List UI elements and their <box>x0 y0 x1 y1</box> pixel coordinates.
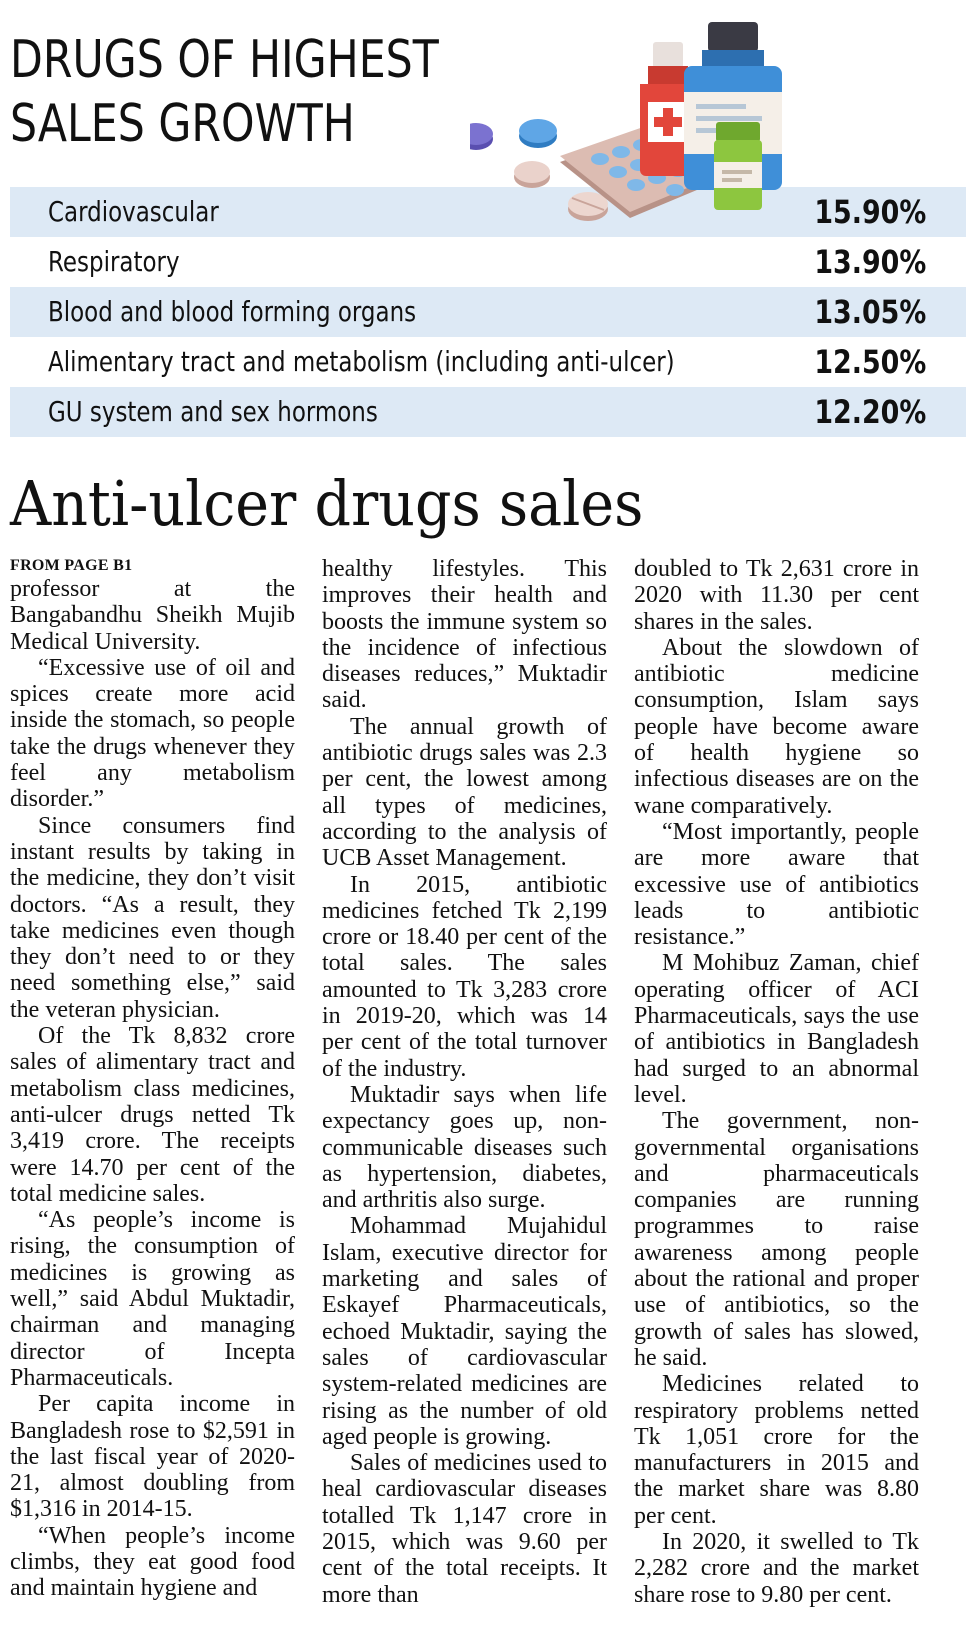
paragraph: The annual growth of antibiotic drugs sales was 2.3 per cent, the lowest among all types of medicines, according to the analysis of UCB Asset Management. <box>322 713 607 872</box>
infographic-title-line-2: SALES GROWTH <box>10 94 355 154</box>
paragraph: “Most importantly, people are more aware that excessive use of antibiotics leads to antibiotic resistance.” <box>634 818 919 951</box>
growth-row-label: Alimentary tract and metabolism (including anti-ulcer) <box>48 345 675 378</box>
growth-row-gu-system <box>10 387 966 437</box>
growth-row-value: 12.20% <box>814 393 926 431</box>
infographic-title-line-1: DRUGS OF HIGHEST <box>10 30 439 90</box>
growth-row-value: 13.05% <box>814 293 926 331</box>
pill-icon <box>470 123 493 150</box>
paragraph: Of the Tk 8,832 crore sales of alimentary tract and metabolism class medicines, anti-ulcer drugs netted Tk 3,419 crore. The receipts were 14.70 per cent of the total medicine sales. <box>10 1023 295 1207</box>
paragraph: In 2020, it swelled to Tk 2,282 crore and the market share rose to 9.80 per cent. <box>634 1528 919 1608</box>
pill-icon <box>514 161 550 188</box>
growth-row-value: 13.90% <box>814 243 926 281</box>
paragraph: In 2015, antibiotic medicines fetched Tk 2,199 crore or 18.40 per cent of the total sales. The sales amounted to Tk 3,283 crore in 2019-20, which was 14 per cent of the total turnover of the industry. <box>322 871 607 1082</box>
article-headline: Anti-ulcer drugs sales <box>10 467 644 540</box>
paragraph: “When people’s income climbs, they eat good food and maintain hygiene and <box>10 1522 295 1602</box>
paragraph: professor at the Bangabandhu Sheikh Mujib Medical University. <box>10 576 295 655</box>
growth-row-respiratory <box>10 237 966 287</box>
paragraph: doubled to Tk 2,631 crore in 2020 with 11.30 per cent shares in the sales. <box>634 556 919 635</box>
paragraph: About the slowdown of antibiotic medicine consumption, Islam says people have become aware of health hygiene so infectious diseases are on the wane comparatively. <box>634 634 919 819</box>
medicine-bottle-icon <box>714 122 762 210</box>
source-reference: FROM PAGE B1 <box>10 557 133 574</box>
paragraph: Since consumers find instant results by taking in the medicine, they don’t visit doctors. “As a result, they take medicines even though they don’t need to or they need something else,” said the veteran physician. <box>10 812 295 1023</box>
pill-icon <box>519 119 557 148</box>
paragraph: M Mohibuz Zaman, chief operating officer of ACI Pharmaceuticals, says the use of antibiotics in Bangladesh had surged to an abnormal level. <box>634 950 919 1108</box>
paragraph: The government, non-governmental organisations and pharmaceuticals companies are running programmes to raise awareness among people about the rational and proper use of antibiotics, so the growth of sales has slowed, he said. <box>634 1108 919 1371</box>
medicine-illustration <box>470 22 900 237</box>
paragraph: “Excessive use of oil and spices create more acid inside the stomach, so people take the drugs whenever they feel any metabolism disorder.” <box>10 654 295 813</box>
paragraph: Muktadir says when life expectancy goes up, non-communicable diseases such as hypertension, diabetes, and arthritis also surge. <box>322 1081 607 1214</box>
paragraph: Sales of medicines used to heal cardiovascular diseases totalled Tk 1,147 crore in 2015, which was 9.60 per cent of the total receipts. It more than <box>322 1450 607 1608</box>
growth-row-value: 12.50% <box>814 343 926 381</box>
growth-row-alimentary <box>10 337 966 387</box>
growth-row-blood <box>10 287 966 337</box>
paragraph: healthy lifestyles. This improves their health and boosts the immune system so the incidence of infectious diseases reduces,” Muktadir said. <box>322 556 607 714</box>
paragraph: “As people’s income is rising, the consumption of medicines is growing as well,” said Abdul Muktadir, chairman and managing director of Incepta Pharmaceuticals. <box>10 1207 295 1391</box>
paragraph: Medicines related to respiratory problems netted Tk 1,051 crore for the manufacturers in 2015 and the market share was 8.80 per cent. <box>634 1371 919 1529</box>
growth-row-label: Cardiovascular <box>48 195 219 228</box>
article-column-2 <box>322 556 607 1608</box>
sales-growth-infographic <box>0 0 977 460</box>
paragraph: Per capita income in Bangladesh rose to $2,591 in the last fiscal year of 2020-21, almost doubling from $1,316 in 2014-15. <box>10 1391 295 1523</box>
growth-row-label: GU system and sex hormons <box>48 395 378 428</box>
article-column-1 <box>10 556 295 1602</box>
growth-row-value: 15.90% <box>814 193 926 231</box>
infographic-title <box>10 28 439 156</box>
pill-icon <box>568 192 608 221</box>
paragraph: Mohammad Mujahidul Islam, executive director for marketing and sales of Eskayef Pharmaceuticals, echoed Muktadir, saying the sales of cardiovascular system-related medicines are rising as the number of old aged people is growing. <box>322 1213 607 1450</box>
growth-row-label: Respiratory <box>48 245 180 278</box>
article-column-3 <box>634 556 919 1608</box>
growth-row-label: Blood and blood forming organs <box>48 295 417 328</box>
